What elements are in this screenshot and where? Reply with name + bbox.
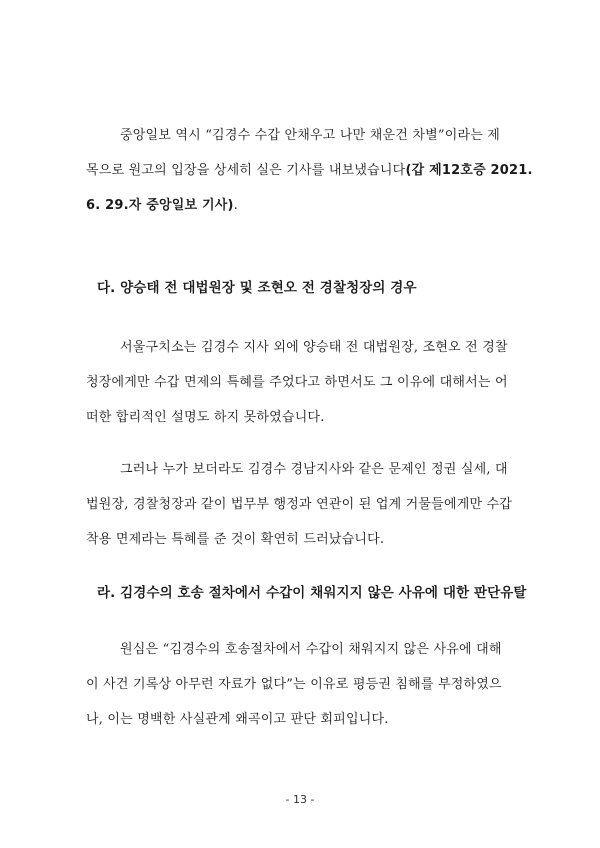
paragraph-lower-court xyxy=(86,632,516,737)
paragraph-line xyxy=(86,153,533,188)
paragraph-line: 서울구치소는 김경수 지사 외에 양승태 전 대법원장, 조현오 전 경찰 xyxy=(120,340,508,355)
paragraph-line: 이 사건 기록상 아무런 자료가 없다”는 이유로 평등권 침해를 부정하였으 xyxy=(86,677,502,692)
paragraph-privilege xyxy=(86,452,516,557)
paragraph-line xyxy=(86,188,516,223)
paragraph-text: 목으로 원고의 입장을 상세히 실은 기사를 내보냈습니다 xyxy=(86,163,406,178)
section-heading-da: 다. 양승태 전 대법원장 및 조현오 전 경찰청장의 경우 xyxy=(97,280,417,296)
evidence-reference: (갑 제12호증 2021. xyxy=(405,163,533,178)
paragraph-line: 법원장, 경찰청장과 같이 법무부 행정과 연관이 된 업계 거물들에게만 수갑 xyxy=(86,497,513,512)
paragraph-line: 착용 면제라는 특혜를 준 것이 확연히 드러났습니다. xyxy=(86,532,385,547)
section-heading-ra: 라. 김경수의 호송 절차에서 수갑이 채워지지 않은 사유에 대한 판단유탈 xyxy=(97,585,527,601)
paragraph-line: 원심은 “김경수의 호송절차에서 수갑이 채워지지 않은 사유에 대해 xyxy=(120,642,502,657)
page-number: - 13 - xyxy=(285,793,315,806)
paragraph-joongang xyxy=(86,118,533,223)
evidence-reference: 6. 29.자 중앙일보 기사) xyxy=(86,198,234,213)
paragraph-seoul-detention xyxy=(86,330,516,435)
paragraph-line: 그러나 누가 보더라도 김경수 경남지사와 같은 문제인 정권 실세, 대 xyxy=(120,462,508,477)
paragraph-line: 청장에게만 수갑 면제의 특혜를 주었다고 하면서도 그 이유에 대해서는 어 xyxy=(86,375,508,390)
paragraph-text: . xyxy=(233,198,238,213)
paragraph-line: 떠한 합리적인 설명도 하지 못하였습니다. xyxy=(86,410,325,425)
paragraph-line: 나, 이는 명백한 사실관계 왜곡이고 판단 회피입니다. xyxy=(86,712,389,727)
paragraph-line: 중앙일보 역시 “김경수 수갑 안채우고 나만 채운건 차별”이라는 제 xyxy=(120,128,501,143)
